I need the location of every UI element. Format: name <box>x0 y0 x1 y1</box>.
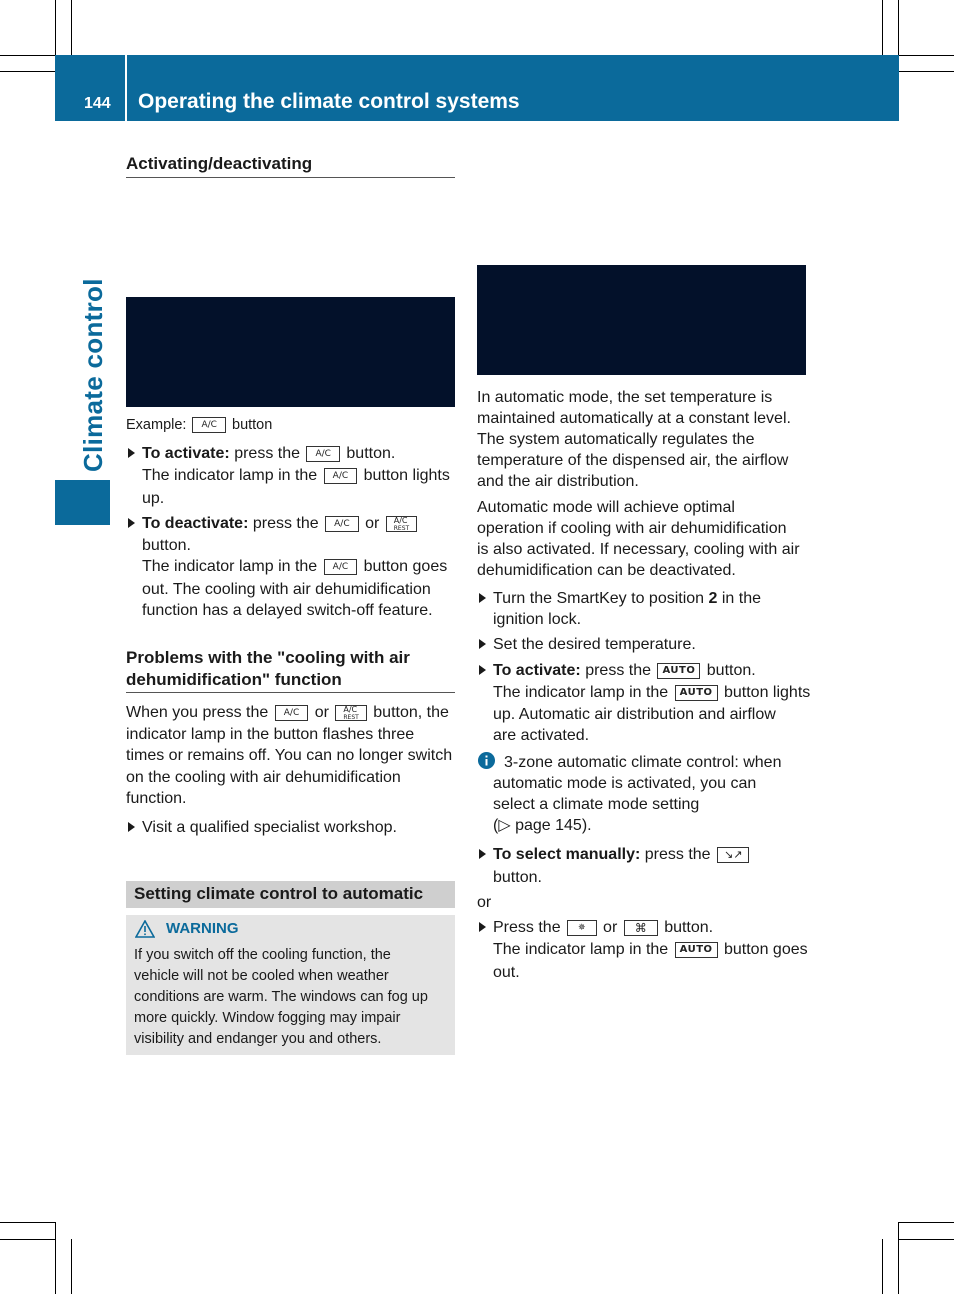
deactivate-line4: out. The cooling with air dehumidification <box>142 581 431 598</box>
crop-mark <box>882 0 883 55</box>
ac-rest-button-icon <box>335 705 366 721</box>
deactivate-line5: function has a delayed switch-off feature. <box>142 602 433 619</box>
smartkey-step <box>493 588 761 609</box>
crop-mark <box>899 1222 954 1223</box>
auto-activate-result <box>493 682 810 703</box>
crop-mark <box>71 0 72 55</box>
page-reference-link[interactable]: (▷ page 145). <box>493 817 592 834</box>
info-icon <box>478 752 495 769</box>
or-text: or <box>477 894 492 911</box>
illustration-auto-button <box>477 265 806 375</box>
deactivate-label: To deactivate: <box>142 515 249 532</box>
activate-step <box>142 443 395 464</box>
air-distribution-button-icon: ↘↗ <box>717 847 749 863</box>
ac-button-icon: A/C <box>306 446 339 462</box>
smartkey-position: 2 <box>708 590 718 607</box>
press-result-a: The indicator lamp in the <box>493 941 669 958</box>
crop-mark <box>899 1239 954 1240</box>
warning-line: conditions are warm. The windows can fog up <box>134 989 428 1005</box>
crop-mark <box>882 1239 883 1294</box>
auto-activate-text-end: button. <box>706 662 756 679</box>
activate-result <box>142 465 450 486</box>
press-result-b: button goes <box>723 941 808 958</box>
bullet-arrow-icon <box>479 665 486 675</box>
problems-line5: function. <box>126 790 187 807</box>
set-temperature-step: Set the desired temperature. <box>493 636 696 653</box>
example-label: Example: <box>126 417 187 433</box>
press-text: Press the <box>493 919 561 936</box>
problems-line4: on the cooling with air dehumidification <box>126 769 401 786</box>
crop-mark <box>0 71 55 72</box>
auto-para2-line: dehumidification can be deactivated. <box>477 562 736 579</box>
press-result <box>493 939 808 960</box>
warning-text <box>134 945 428 1050</box>
crop-mark <box>899 55 954 56</box>
deactivate-result-a: The indicator lamp in the <box>142 558 318 575</box>
smartkey-text-end: in the <box>721 590 762 607</box>
activate-text: press the <box>234 445 300 462</box>
ac-button-icon: A/C <box>325 516 358 532</box>
auto-para2-line: Automatic mode will achieve optimal <box>477 499 735 516</box>
problems-heading-1: Problems with the "cooling with air <box>126 648 410 667</box>
or-text: or <box>365 515 380 532</box>
illustration-ac-button <box>126 297 455 407</box>
bullet-arrow-icon <box>128 448 135 458</box>
auto-activate-line3: up. Automatic air distribution and airflow <box>493 706 776 723</box>
info-line: automatic mode is activated, you can <box>493 775 757 792</box>
or-text: or <box>603 919 618 936</box>
manual-text: press the <box>644 846 711 863</box>
press-text-end: button. <box>664 919 714 936</box>
auto-activate-text: press the <box>585 662 651 679</box>
activate-result-a: The indicator lamp in the <box>142 467 318 484</box>
auto-button-icon: AUTO <box>675 942 718 958</box>
auto-result-b: button lights <box>723 684 811 701</box>
activate-label: To activate: <box>142 445 230 462</box>
bullet-arrow-icon <box>128 518 135 528</box>
page-title: Operating the climate control systems <box>138 90 520 113</box>
crop-mark <box>55 0 56 55</box>
deactivate-line2: button. <box>142 537 191 554</box>
warning-line: If you switch off the cooling function, the <box>134 947 391 963</box>
ac-button-icon: A/C <box>192 417 225 433</box>
auto-activate-label: To activate: <box>493 662 581 679</box>
auto-para1-line: In automatic mode, the set temperature is <box>477 389 773 406</box>
crop-mark <box>898 0 899 55</box>
problems-line1b: button, the <box>373 704 449 721</box>
crop-mark <box>0 1222 55 1223</box>
auto-para1-line: maintained automatically at a constant level. <box>477 410 791 427</box>
crop-mark <box>899 71 954 72</box>
crop-mark <box>55 1222 56 1294</box>
example-caption <box>126 415 272 436</box>
bullet-arrow-icon <box>479 849 486 859</box>
heading-rule <box>126 177 455 178</box>
auto-activate-line4: are activated. <box>493 727 590 744</box>
manual-line2: button. <box>493 869 542 886</box>
auto-para2-line: is also activated. If necessary, cooling with air <box>477 541 800 558</box>
press-result-end: out. <box>493 964 520 981</box>
activate-text-end: button. <box>346 445 396 462</box>
ac-button-icon: A/C <box>324 559 357 575</box>
ac-rest-bottom: REST <box>393 524 410 532</box>
crop-mark <box>71 1239 72 1294</box>
ac-rest-top: A/C <box>393 515 408 525</box>
auto-para1-line: temperature of the dispensed air, the airflow <box>477 452 789 469</box>
bullet-arrow-icon <box>479 922 486 932</box>
deactivate-result <box>142 556 447 577</box>
auto-para1-line: and the air distribution. <box>477 473 639 490</box>
info-line: 3-zone automatic climate control: when <box>504 754 782 771</box>
ac-rest-top: A/C <box>343 704 358 714</box>
problems-heading-2: dehumidification" function <box>126 670 342 689</box>
bullet-arrow-icon <box>128 822 135 832</box>
or-text: or <box>314 704 329 721</box>
problems-line1 <box>126 702 449 723</box>
press-fan-step <box>493 917 713 938</box>
manual-label: To select manually: <box>493 846 641 863</box>
auto-paragraph-1 <box>477 387 791 492</box>
warning-line: visibility and endanger you and others. <box>134 1031 382 1047</box>
heading-rule <box>126 692 455 693</box>
smartkey-text: Turn the SmartKey to position <box>493 590 705 607</box>
example-suffix: button <box>232 417 273 433</box>
warning-icon <box>135 920 155 938</box>
problems-line2: indicator lamp in the button flashes three <box>126 726 415 743</box>
activate-result-end: up. <box>142 490 165 507</box>
auto-result-a: The indicator lamp in the <box>493 684 669 701</box>
page-number: 144 <box>84 95 111 112</box>
bullet-arrow-icon <box>479 593 486 603</box>
fan-low-button-icon: ✵ <box>567 920 597 936</box>
deactivate-result-b: button goes <box>363 558 448 575</box>
crop-mark <box>0 1239 55 1240</box>
activate-result-b: button lights <box>363 467 450 484</box>
auto-section-heading: Setting climate control to automatic <box>134 884 424 903</box>
auto-para2-line: operation if cooling with air dehumidification <box>477 520 787 537</box>
auto-button-icon: AUTO <box>657 663 700 679</box>
crop-mark <box>0 55 55 56</box>
warning-line: more quickly. Window fogging may impair <box>134 1010 401 1026</box>
smartkey-line2: ignition lock. <box>493 611 582 628</box>
crop-mark <box>898 1222 899 1294</box>
manual-step <box>493 844 751 865</box>
auto-activate-step <box>493 660 756 681</box>
info-line: select a climate mode setting <box>493 796 700 813</box>
warning-line: vehicle will not be cooled when weather <box>134 968 389 984</box>
ac-rest-bottom: REST <box>343 713 359 721</box>
auto-button-icon: AUTO <box>675 685 718 701</box>
section-heading-activating: Activating/deactivating <box>126 154 313 173</box>
deactivate-text: press the <box>252 515 319 532</box>
fan-high-button-icon: ⌘ <box>624 920 658 936</box>
problems-line1a: When you press the <box>126 704 269 721</box>
side-tab <box>55 480 110 525</box>
ac-button-icon: A/C <box>324 468 357 484</box>
bullet-arrow-icon <box>479 639 486 649</box>
auto-para1-line: The system automatically regulates the <box>477 431 755 448</box>
ac-rest-button-icon <box>386 516 417 532</box>
auto-paragraph-2 <box>477 497 800 581</box>
problems-line3: times or remains off. You can no longer switch <box>126 747 453 764</box>
side-tab-label: Climate control <box>78 278 108 472</box>
ac-button-icon: A/C <box>275 705 308 721</box>
deactivate-step <box>142 513 419 534</box>
header-divider <box>125 55 127 121</box>
visit-workshop: Visit a qualified specialist workshop. <box>142 819 397 836</box>
warning-label: WARNING <box>166 920 239 937</box>
